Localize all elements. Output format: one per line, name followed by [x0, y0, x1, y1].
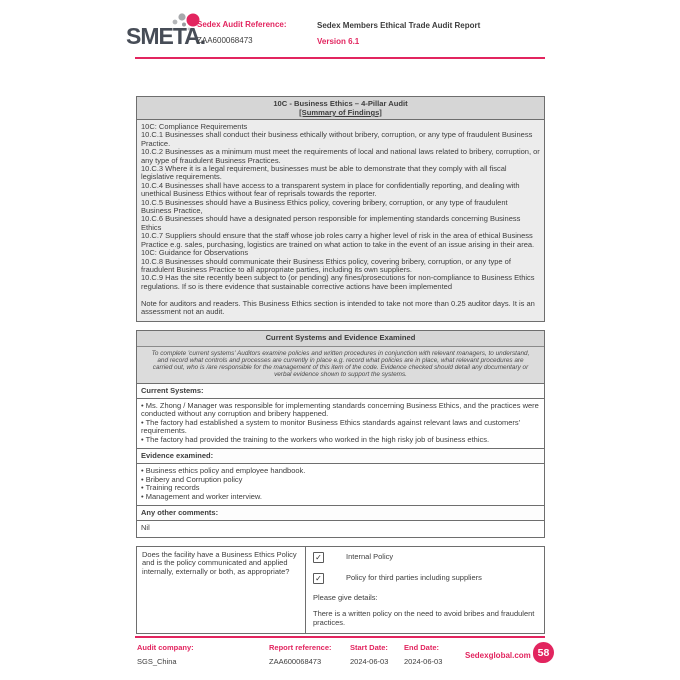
third-party-policy-checkbox[interactable]: ✓	[313, 573, 324, 584]
summary-title-line1: 10C - Business Ethics – 4-Pillar Audit	[273, 99, 408, 108]
footer-divider	[135, 636, 545, 638]
policy-question-text: Does the facility have a Business Ethics Policy and is the policy communicated and applied internally, externally or both, as appropriate?	[137, 547, 306, 633]
other-comments-value: Nil	[137, 521, 544, 536]
list-item: • The factory had provided the training to the workers who worked in the high risky job of business ethics.	[141, 434, 490, 444]
auditor-note: Note for auditors and readers. This Business Ethics section is intended to take not more than 0.25 auditor days. It is an assessment not an audit.	[141, 298, 535, 316]
list-item: • The factory had established a system to monitor Business Ethics standards against relevant laws and customers' requirements.	[141, 417, 521, 436]
third-party-policy-label: Policy for third parties including suppliers	[346, 573, 482, 583]
summary-table-body	[137, 120, 544, 321]
footer-report-reference	[269, 644, 332, 666]
policy-answer-cell	[306, 547, 544, 633]
end-date-value: 2024-06-03	[404, 657, 443, 666]
summary-paragraph: 10C: Guidance for Observations	[141, 248, 249, 258]
summary-paragraph: 10.C.8 Businesses should communicate their Business Ethics policy, covering bribery, corruption, or any type of fraudulent Business Practice to all appropriate parties, including its own suppliers.	[141, 256, 511, 274]
summary-table-title	[137, 97, 544, 120]
audit-reference-label: Sedex Audit Reference:	[197, 20, 287, 29]
start-date-label: Start Date:	[350, 643, 388, 652]
end-date-label: End Date:	[404, 643, 440, 652]
current-systems-table	[136, 330, 545, 538]
footer-audit-company	[137, 644, 194, 666]
audit-reference-block	[197, 21, 287, 45]
details-text: There is a written policy on the need to avoid bribes and fraudulent practices.	[313, 609, 535, 627]
sedexglobal-link[interactable]: Sedexglobal.com	[465, 651, 531, 660]
logo-text: SMETA.	[126, 23, 206, 49]
summary-paragraph: 10.C.2 Businesses as a minimum must meet the requirements of local and national laws related to bribery, corruption, or any type of fraudulent Business Practices.	[141, 147, 540, 165]
audit-company-value: SGS_China	[137, 657, 177, 666]
current-systems-label: Current Systems:	[137, 384, 544, 399]
evidence-examined-label: Evidence examined:	[137, 449, 544, 464]
header-divider	[135, 57, 545, 59]
summary-paragraph: 10C: Compliance Requirements	[141, 122, 248, 131]
summary-paragraph: 10.C.9 Has the site recently been subject to (or pending) any fines/prosecutions for non-compliance to Business Ethics regulations. If so is there evidence that sustainable corrective actions have been implemented	[141, 273, 535, 291]
other-comments-label: Any other comments:	[137, 506, 544, 521]
policy-question-table	[136, 546, 545, 634]
summary-paragraph: 10.C.1 Businesses shall conduct their business ethically without bribery, corruption, or any type of fraudulent Business Practice.	[141, 130, 533, 148]
list-item: • Training records	[141, 483, 200, 493]
summary-paragraph: 10.C.4 Businesses shall have access to a transparent system in place for confidentially reporting, and dealing with unethical Business Ethics without fear of reprisals towards the reporter.	[141, 180, 520, 199]
summary-paragraph: 10.C.7 Suppliers should ensure that the staff whose job roles carry a higher level of risk in the area of ethical Business Practice e.g. sales, purchasing, logistics are trained on what action to take in the event of an issue arising in their area.	[141, 231, 535, 249]
internal-policy-checkbox[interactable]: ✓	[313, 552, 324, 563]
report-reference-label: Report reference:	[269, 643, 332, 652]
list-item: • Management and worker interview.	[141, 491, 263, 501]
page-content	[136, 96, 545, 634]
footer-end-date	[404, 644, 442, 666]
audit-company-label: Audit company:	[137, 643, 194, 652]
report-version: Version 6.1	[317, 37, 360, 46]
summary-paragraph: 10.C.3 Where it is a legal requirement, businesses must be able to demonstrate that they comply with all fiscal legislative requirements.	[141, 164, 507, 182]
current-systems-description: To complete 'current systems' Auditors examine policies and written procedures in conjunction with relevant managers, to understand, and record what controls and processes are currently in place e.g. record what policies are in place, what relevant procedures are carried out, who is /are responsible for the management of this item of the code. Evidence checked should detail any documentary or verbal evidence shown to support the systems.	[137, 347, 544, 384]
list-item: • Bribery and Corruption policy	[141, 474, 243, 484]
summary-paragraph: 10.C.5 Businesses should have a Business Ethics policy, covering bribery, corruption, or any type of fraudulent Business Practice,	[141, 197, 508, 216]
evidence-examined-items	[137, 464, 544, 506]
report-title: Sedex Members Ethical Trade Audit Report	[317, 21, 481, 30]
page-number-badge: 58	[533, 642, 554, 663]
audit-reference-value: ZAA600068473	[197, 36, 253, 45]
internal-policy-label: Internal Policy	[346, 552, 394, 562]
report-reference-value: ZAA600068473	[269, 657, 322, 666]
smeta-logo	[126, 11, 206, 53]
list-item: • Business ethics policy and employee handbook.	[141, 466, 306, 476]
start-date-value: 2024-06-03	[350, 657, 389, 666]
checkbox-row-third-party-policy	[313, 573, 537, 584]
summary-title-line2: [Summary of Findings]	[299, 108, 382, 117]
details-label: Please give details:	[313, 592, 378, 602]
current-systems-title: Current Systems and Evidence Examined	[137, 331, 544, 346]
current-systems-items	[137, 399, 544, 449]
checkbox-row-internal-policy	[313, 552, 537, 563]
summary-of-findings-table	[136, 96, 545, 322]
list-item: • Ms. Zhong / Manager was responsible for implementing standards concerning Business Ethics, and the practices were conducted without any corruption and bribery happened.	[141, 400, 539, 419]
summary-paragraph: 10.C.6 Businesses should have a designated person responsible for implementing standards concerning Business Ethics	[141, 214, 521, 232]
footer-start-date	[350, 644, 388, 666]
